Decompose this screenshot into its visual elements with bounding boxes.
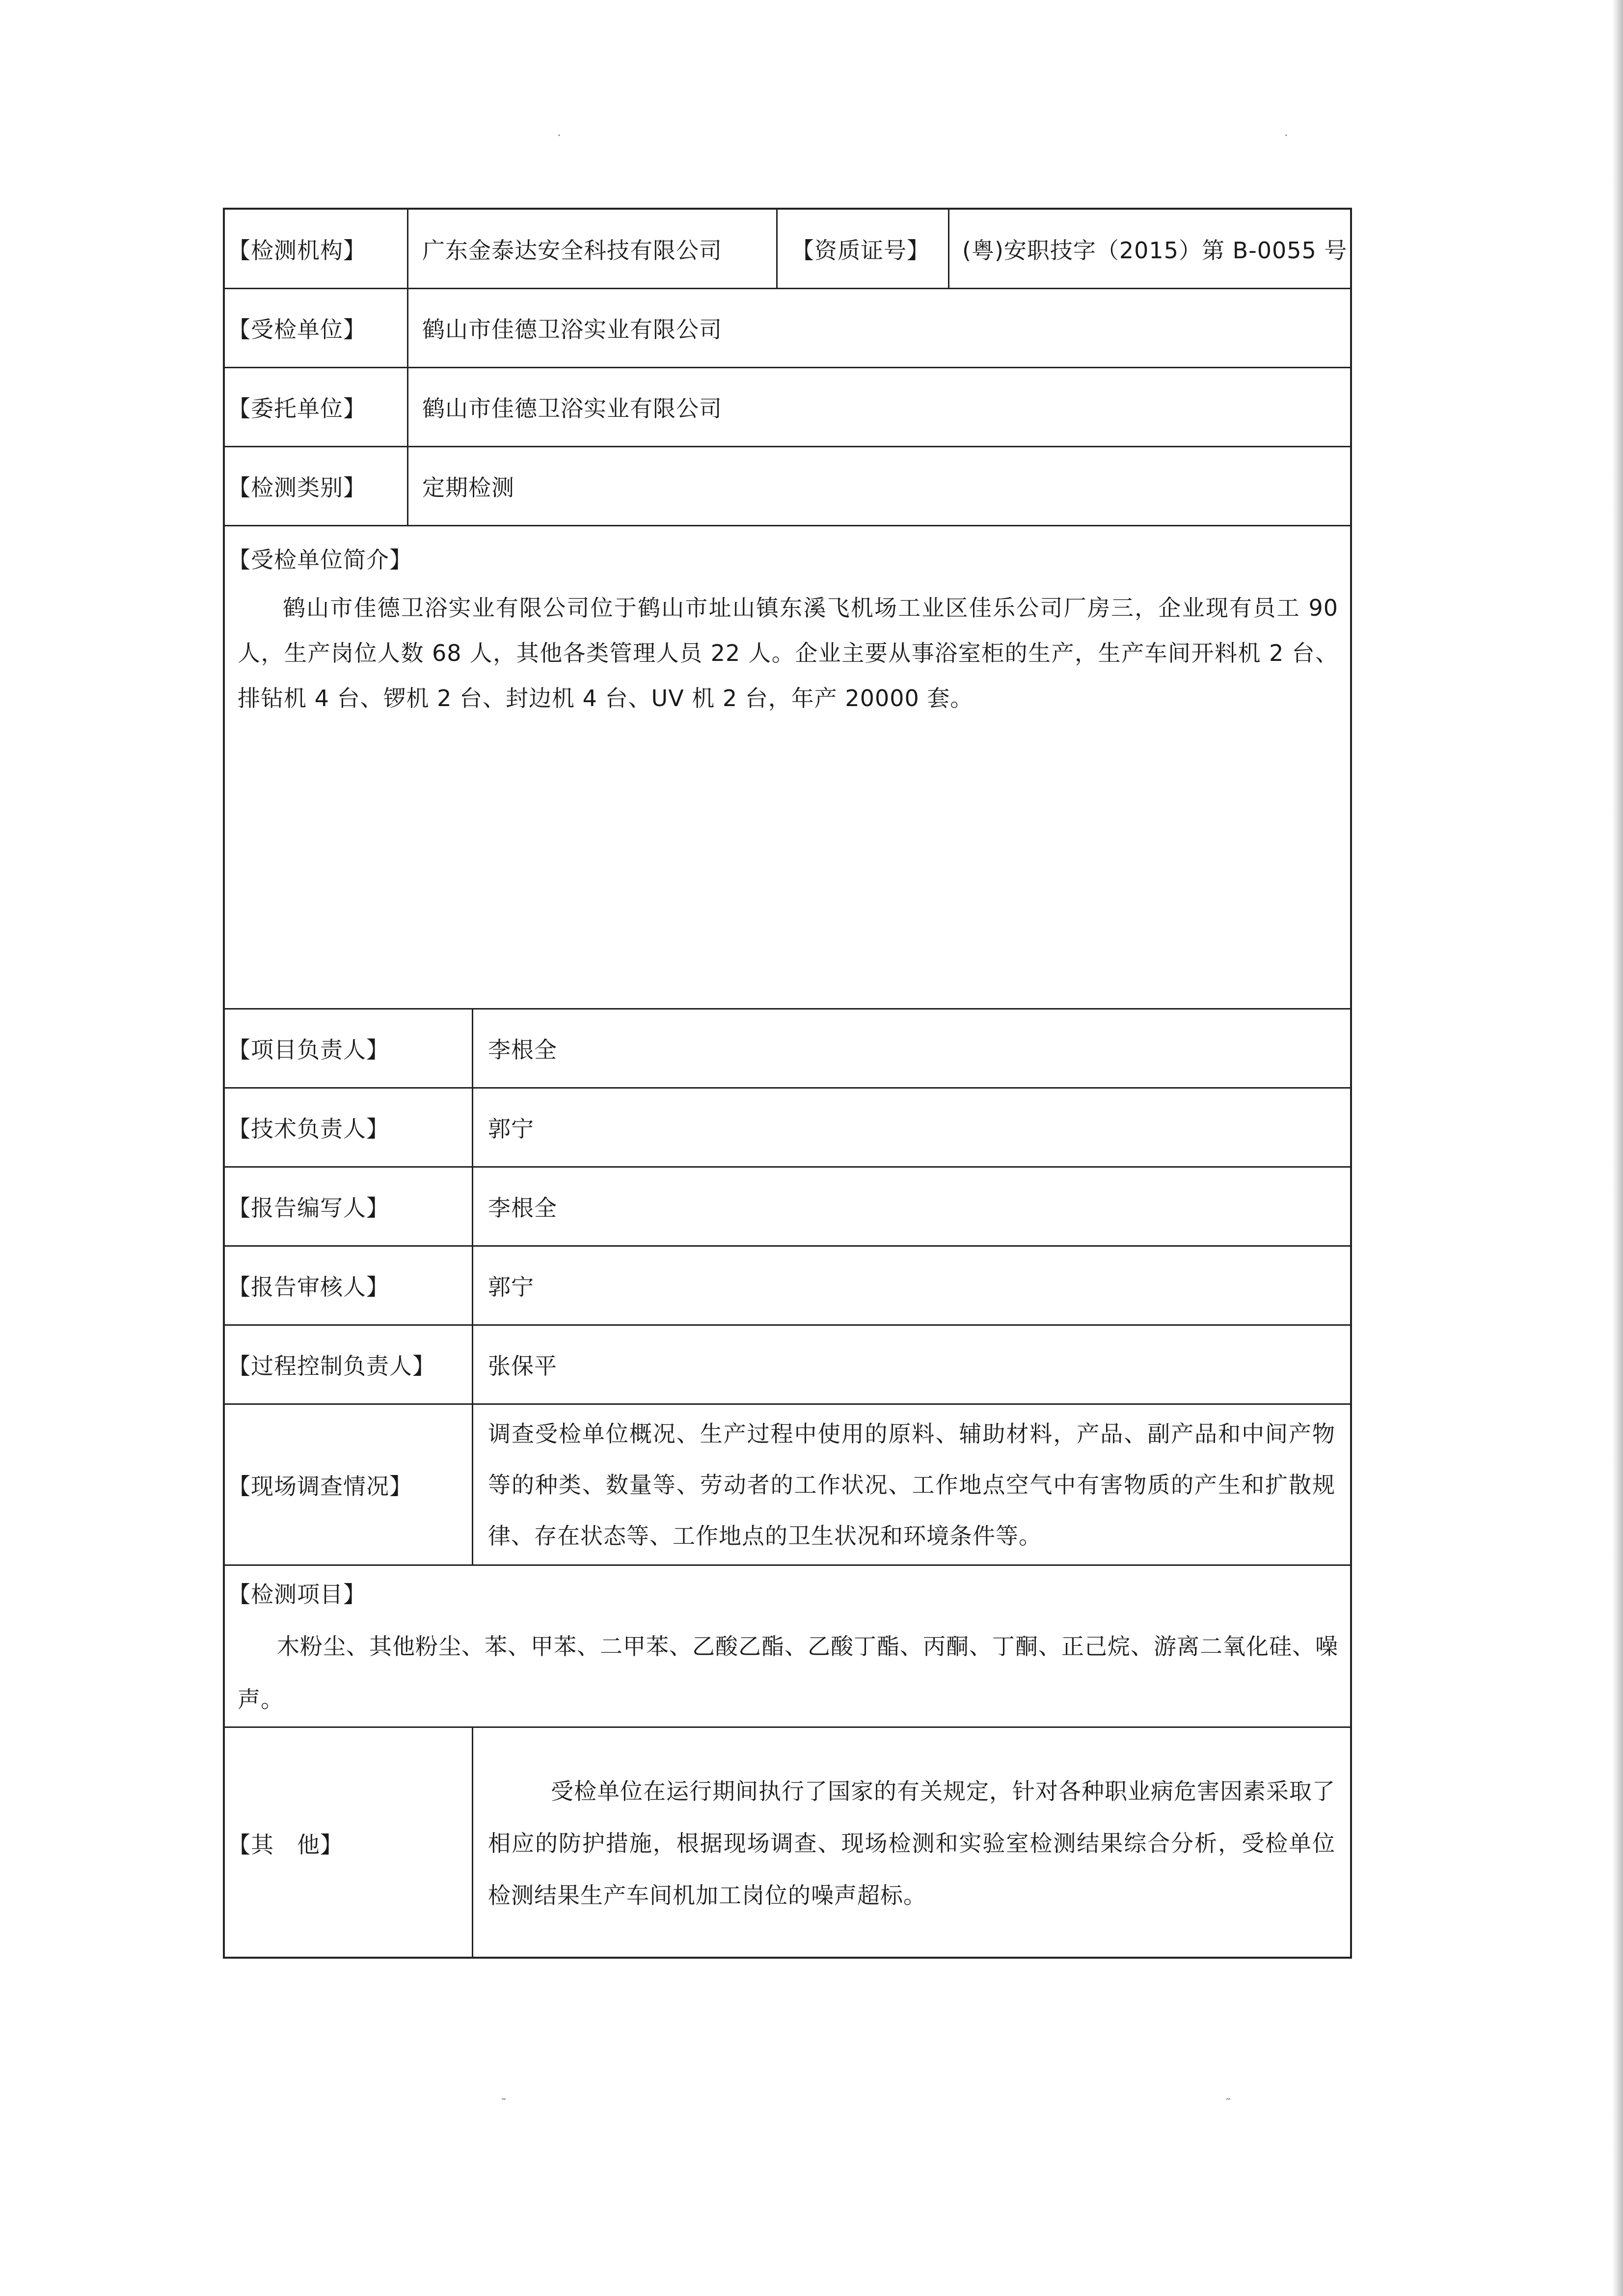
row-other: [225, 1728, 1350, 1959]
test-items-text: 木粉尘、其他粉尘、苯、甲苯、二甲苯、乙酸乙酯、乙酸丁酯、丙酮、丁酮、正己烷、游离二氧化硅、噪声。: [238, 1633, 1338, 1713]
client-unit-value: 鹤山市佳德卫浴实业有限公司: [422, 395, 722, 422]
technical-leader-label: 【技术负责人】: [225, 1089, 473, 1166]
row-unit-introduction: [225, 526, 1350, 1010]
row-project-leader: [225, 1010, 1350, 1089]
scan-speck: ·: [1284, 129, 1288, 142]
certificate-value: (粤)安职技字（2015）第 B-0055 号: [962, 237, 1348, 264]
report-reviewer-value: 郭宁: [488, 1274, 534, 1300]
certificate-label: 【资质证号】: [778, 210, 949, 288]
row-inspected-unit: [225, 289, 1350, 368]
row-test-type: [225, 447, 1350, 526]
scan-speck: ˜: [1225, 2097, 1231, 2110]
process-control-leader-label: 【过程控制负责人】: [225, 1326, 473, 1403]
site-survey-text: 调查受检单位概况、生产过程中使用的原料、辅助材料，产品、副产品和中间产物等的种类、数量等、劳动者的工作状况、工作地点空气中有害物质的产生和扩散规律、存在状态等、工作地点的卫生状况和环境条件等。: [488, 1420, 1335, 1549]
row-report-reviewer: [225, 1247, 1350, 1326]
institution-value: 广东金泰达安全科技有限公司: [408, 210, 778, 288]
inspected-unit-value: 鹤山市佳德卫浴实业有限公司: [422, 316, 722, 343]
other-text: 受检单位在运行期间执行了国家的有关规定，针对各种职业病危害因素采取了相应的防护措施，根据现场调查、现场检测和实验室检测结果综合分析，受检单位检测结果生产车间机加工岗位的噪声超标。: [488, 1778, 1335, 1909]
process-control-leader-value: 张保平: [488, 1353, 557, 1379]
project-leader-label: 【项目负责人】: [225, 1010, 473, 1087]
row-client-unit: [225, 368, 1350, 447]
scan-speck: ·: [557, 129, 561, 142]
row-site-survey: [225, 1405, 1350, 1566]
site-survey-label: 【现场调查情况】: [225, 1405, 473, 1564]
scan-edge-shadow: [1612, 0, 1623, 2296]
introduction-text: 鹤山市佳德卫浴实业有限公司位于鹤山市址山镇东溪飞机场工业区佳乐公司厂房三，企业现有员工 90 人，生产岗位人数 68 人，其他各类管理人员 22 人。企业主要从事浴室柜的生产，生产车间开料机 2 台、排钻机 4 台、锣机 2 台、封边机 4 台、UV 机 2 台，年产 20000 套。: [238, 595, 1338, 711]
introduction-title: 【受检单位简介】: [228, 547, 412, 573]
test-type-label: 【检测类别】: [225, 447, 408, 525]
scan-speck: ˜: [501, 2097, 507, 2110]
report-writer-label: 【报告编写人】: [225, 1168, 473, 1245]
inspected-unit-label: 【受检单位】: [225, 289, 408, 367]
report-summary-table: [223, 208, 1352, 1959]
technical-leader-value: 郭宁: [488, 1116, 534, 1142]
test-items-title: 【检测项目】: [228, 1581, 366, 1608]
test-type-value: 定期检测: [422, 474, 514, 501]
row-institution: [225, 210, 1350, 289]
row-report-writer: [225, 1168, 1350, 1247]
client-unit-label: 【委托单位】: [225, 368, 408, 446]
project-leader-value: 李根全: [488, 1037, 557, 1063]
other-label: 【其 他】: [225, 1728, 473, 1959]
row-technical-leader: [225, 1089, 1350, 1168]
report-reviewer-label: 【报告审核人】: [225, 1247, 473, 1324]
row-test-items: [225, 1566, 1350, 1728]
report-writer-value: 李根全: [488, 1195, 557, 1221]
institution-label: 【检测机构】: [225, 210, 408, 288]
row-process-control-leader: [225, 1326, 1350, 1405]
